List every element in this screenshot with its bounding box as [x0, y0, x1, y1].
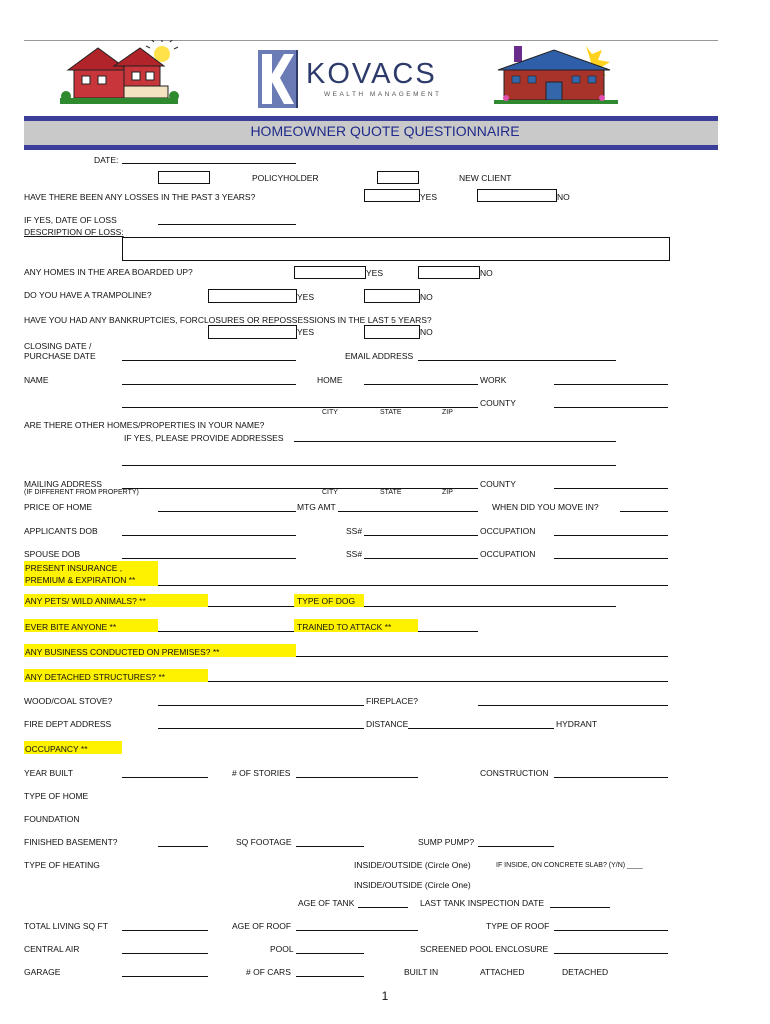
losses-question: HAVE THERE BEEN ANY LOSSES IN THE PAST 3 YEARS?: [24, 192, 256, 202]
bite-label: EVER BITE ANYONE **: [25, 622, 117, 632]
living-sqft-label: TOTAL LIVING SQ FT: [24, 921, 108, 931]
structures-field[interactable]: [208, 681, 668, 682]
boarded-no-box[interactable]: [418, 266, 480, 279]
bankruptcy-yes-box[interactable]: [208, 325, 297, 339]
boarded-yes-box[interactable]: [294, 266, 366, 279]
present-insurance-label-1: PRESENT INSURANCE ,: [25, 563, 123, 573]
house-left-illustration: [58, 40, 182, 108]
attack-field[interactable]: [418, 631, 478, 632]
county-label: COUNTY: [480, 398, 516, 408]
dog-type-label: TYPE OF DOG: [297, 596, 356, 606]
sq-footage-field[interactable]: [296, 846, 364, 847]
work-phone-field[interactable]: [554, 384, 668, 385]
date-field[interactable]: [122, 163, 296, 164]
inside-outside-label: INSIDE/OUTSIDE (Circle One): [354, 860, 471, 870]
boarded-no-label: NO: [480, 268, 493, 278]
tank-age-field[interactable]: [358, 907, 408, 908]
new-client-box[interactable]: [377, 171, 419, 184]
roof-type-label: TYPE OF ROOF: [486, 921, 550, 931]
dog-type-field[interactable]: [364, 606, 616, 607]
pets-label: ANY PETS/ WILD ANIMALS? **: [25, 596, 146, 606]
present-insurance-label-2: PREMIUM & EXPIRATION **: [25, 575, 136, 585]
bite-field[interactable]: [158, 631, 294, 632]
other-address-field-2[interactable]: [122, 465, 616, 466]
stove-field[interactable]: [158, 705, 364, 706]
kovacs-logo-tagline: WEALTH MANAGEMENT: [324, 91, 442, 98]
central-air-field[interactable]: [122, 953, 208, 954]
price-label: PRICE OF HOME: [24, 502, 93, 512]
losses-no-label: NO: [557, 192, 570, 202]
spouse-dob-label: SPOUSE DOB: [24, 549, 81, 559]
move-in-field[interactable]: [620, 511, 668, 512]
boarded-yes-label: YES: [366, 268, 384, 278]
roof-age-field[interactable]: [296, 930, 418, 931]
business-label: ANY BUSINESS CONDUCTED ON PREMISES? **: [25, 647, 220, 657]
state-caption: STATE: [380, 409, 402, 416]
mortgage-field[interactable]: [338, 511, 478, 512]
tank-age-label: AGE OF TANK: [298, 898, 355, 908]
detached-option[interactable]: DETACHED: [562, 967, 609, 977]
losses-no-box[interactable]: [477, 189, 557, 202]
business-field[interactable]: [296, 656, 668, 657]
mailing-address-label: MAILING ADDRESS: [24, 479, 102, 489]
losses-yes-box[interactable]: [364, 189, 420, 202]
construction-label: CONSTRUCTION: [480, 768, 549, 778]
stories-label: # OF STORIES: [232, 768, 291, 778]
name-field[interactable]: [122, 384, 296, 385]
heating-label: TYPE OF HEATING: [24, 860, 100, 870]
closing-label-1: CLOSING DATE /: [24, 341, 92, 351]
applicant-dob-label: APPLICANTS DOB: [24, 526, 98, 536]
screened-enclosure-field[interactable]: [554, 953, 668, 954]
spouse-ss-label: SS#: [346, 549, 363, 559]
provide-addresses-label: IF YES, PLEASE PROVIDE ADDRESSES: [124, 433, 284, 443]
cars-label: # OF CARS: [246, 967, 291, 977]
applicant-occupation-label: OCCUPATION: [480, 526, 536, 536]
fire-dept-label: FIRE DEPT ADDRESS: [24, 719, 112, 729]
kovacs-logo-mark: [258, 50, 298, 108]
built-in-option[interactable]: BUILT IN: [404, 967, 439, 977]
email-field[interactable]: [418, 360, 616, 361]
concrete-slab-label: IF INSIDE, ON CONCRETE SLAB? (Y/N) ____: [496, 862, 643, 869]
page-title: HOMEOWNER QUOTE QUESTIONNAIRE: [250, 123, 520, 139]
applicant-occupation-field[interactable]: [554, 535, 668, 536]
applicant-dob-field[interactable]: [122, 535, 296, 536]
home-phone-label: HOME: [317, 375, 343, 385]
trampoline-yes-box[interactable]: [208, 289, 297, 303]
price-field[interactable]: [158, 511, 296, 512]
house-right-illustration: [494, 42, 622, 106]
loss-description-label: DESCRIPTION OF LOSS:: [24, 227, 124, 237]
tank-inspection-label: LAST TANK INSPECTION DATE: [420, 898, 545, 908]
name-label: NAME: [24, 375, 49, 385]
spouse-dob-field[interactable]: [122, 558, 296, 559]
central-air-label: CENTRAL AIR: [24, 944, 80, 954]
other-properties-question: ARE THERE OTHER HOMES/PROPERTIES IN YOUR NAME?: [24, 420, 265, 430]
policyholder-box[interactable]: [158, 171, 210, 184]
present-insurance-field[interactable]: [158, 585, 668, 586]
mailing-state-caption: STATE: [380, 489, 402, 496]
attached-option[interactable]: ATTACHED: [480, 967, 525, 977]
distance-label: DISTANCE: [366, 719, 409, 729]
bankruptcy-question: HAVE YOU HAD ANY BANKRUPTCIES, FORCLOSURES OR REPOSSESSIONS IN THE LAST 5 YEARS?: [24, 315, 432, 325]
home-phone-field[interactable]: [364, 384, 478, 385]
mailing-county-label: COUNTY: [480, 479, 516, 489]
applicant-ss-label: SS#: [346, 526, 363, 536]
stove-label: WOOD/COAL STOVE?: [24, 696, 113, 706]
loss-date-field[interactable]: [158, 224, 296, 225]
year-built-field[interactable]: [122, 777, 208, 778]
type-of-home-label: TYPE OF HOME: [24, 791, 89, 801]
screened-enclosure-label: SCREENED POOL ENCLOSURE: [420, 944, 549, 954]
losses-yes-label: YES: [420, 192, 438, 202]
garage-label: GARAGE: [24, 967, 61, 977]
new-client-label: NEW CLIENT: [459, 173, 512, 183]
pool-label: POOL: [270, 944, 294, 954]
mailing-address-note: (IF DIFFERENT FROM PROPERTY): [24, 489, 139, 496]
bankruptcy-no-box[interactable]: [364, 325, 420, 339]
boarded-question: ANY HOMES IN THE AREA BOARDED UP?: [24, 267, 193, 277]
structures-label: ANY DETACHED STRUCTURES? **: [25, 672, 165, 682]
bankruptcy-yes-label: YES: [297, 327, 315, 337]
stories-field[interactable]: [296, 777, 418, 778]
property-address-field[interactable]: [122, 407, 478, 408]
other-address-field-1[interactable]: [294, 441, 616, 442]
sump-pump-label: SUMP PUMP?: [418, 837, 475, 847]
construction-field[interactable]: [554, 777, 668, 778]
sump-pump-field[interactable]: [478, 846, 554, 847]
mailing-city-caption: CITY: [322, 489, 338, 496]
pool-field[interactable]: [296, 953, 364, 954]
trampoline-no-label: NO: [420, 292, 433, 302]
fireplace-field[interactable]: [478, 705, 668, 706]
mortgage-label: MTG AMT: [297, 502, 336, 512]
inside-outside-label-2: INSIDE/OUTSIDE (Circle One): [354, 880, 471, 890]
bankruptcy-no-label: NO: [420, 327, 433, 337]
spouse-occupation-label: OCCUPATION: [480, 549, 536, 559]
mailing-address-field[interactable]: [122, 488, 478, 489]
distance-field[interactable]: [408, 728, 554, 729]
year-built-label: YEAR BUILT: [24, 768, 73, 778]
spouse-occupation-field[interactable]: [554, 558, 668, 559]
county-field[interactable]: [554, 407, 668, 408]
trampoline-no-box[interactable]: [364, 289, 420, 303]
occupancy-label: OCCUPANCY **: [25, 744, 88, 754]
hydrant-label: HYDRANT: [556, 719, 598, 729]
roof-age-label: AGE OF ROOF: [232, 921, 292, 931]
work-phone-label: WORK: [480, 375, 507, 385]
spouse-ss-field[interactable]: [364, 558, 478, 559]
pets-field[interactable]: [208, 606, 294, 607]
attack-label: TRAINED TO ATTACK **: [297, 622, 392, 632]
fire-dept-field[interactable]: [158, 728, 364, 729]
mailing-county-field[interactable]: [554, 488, 668, 489]
trampoline-yes-label: YES: [297, 292, 315, 302]
foundation-label: FOUNDATION: [24, 814, 80, 824]
basement-field[interactable]: [158, 846, 208, 847]
applicant-ss-field[interactable]: [364, 535, 478, 536]
sq-footage-label: SQ FOOTAGE: [236, 837, 292, 847]
email-label: EMAIL ADDRESS: [345, 351, 414, 361]
zip-caption: ZIP: [442, 409, 453, 416]
fireplace-label: FIREPLACE?: [366, 696, 418, 706]
basement-label: FINISHED BASEMENT?: [24, 837, 118, 847]
loss-date-label: IF YES, DATE OF LOSS: [24, 215, 117, 225]
city-caption: CITY: [322, 409, 338, 416]
closing-label-2: PURCHASE DATE: [24, 351, 96, 361]
policyholder-label: POLICYHOLDER: [252, 173, 319, 183]
trampoline-question: DO YOU HAVE A TRAMPOLINE?: [24, 290, 152, 300]
roof-type-field[interactable]: [554, 930, 668, 931]
date-label: DATE:: [94, 155, 119, 165]
loss-description-field[interactable]: [122, 237, 670, 261]
move-in-label: WHEN DID YOU MOVE IN?: [492, 502, 599, 512]
living-sqft-field[interactable]: [122, 930, 208, 931]
kovacs-logo-name: KOVACS: [306, 58, 437, 90]
closing-date-field[interactable]: [122, 360, 296, 361]
cars-field[interactable]: [296, 976, 364, 977]
garage-field[interactable]: [122, 976, 208, 977]
tank-inspection-field[interactable]: [550, 907, 610, 908]
page-number: 1: [381, 989, 389, 1003]
mailing-zip-caption: ZIP: [442, 489, 453, 496]
